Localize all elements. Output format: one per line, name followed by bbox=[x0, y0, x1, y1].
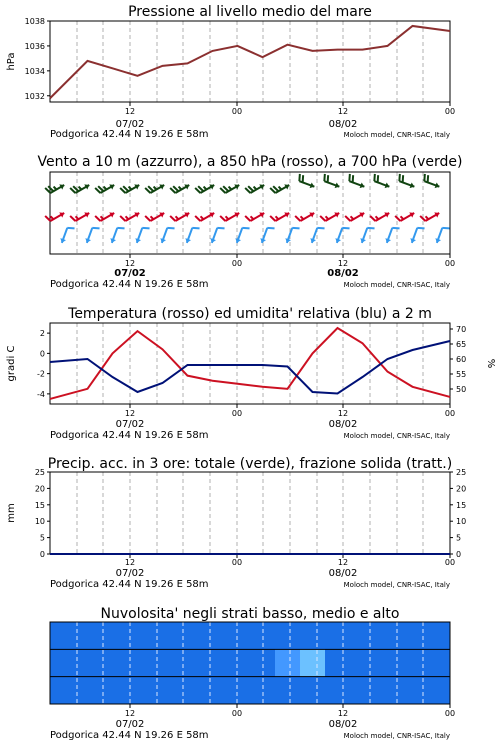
y-tick-label-right: 50 bbox=[456, 385, 467, 394]
barb-feather bbox=[145, 216, 150, 221]
cloud-cell bbox=[125, 622, 151, 650]
panel-precipitation bbox=[6, 456, 466, 590]
y-tick-label-right: 60 bbox=[456, 355, 467, 364]
barb-feather bbox=[192, 228, 199, 229]
y-tick-label-right: 5 bbox=[456, 533, 462, 543]
wind-barb bbox=[120, 184, 139, 193]
barb-feather bbox=[392, 228, 399, 229]
panel-cloud bbox=[50, 622, 451, 705]
cloud-cell bbox=[225, 622, 251, 650]
barb-feather bbox=[217, 228, 224, 229]
cloud-cell bbox=[50, 677, 76, 705]
barb-feather bbox=[245, 216, 250, 221]
date-label: 08/02 bbox=[328, 719, 358, 730]
barb-feather bbox=[395, 216, 400, 221]
wind-barb bbox=[245, 212, 264, 221]
y-tick-label-right: 20 bbox=[456, 484, 467, 494]
wind-barb bbox=[370, 212, 389, 221]
cloud-cell bbox=[425, 649, 451, 677]
time-tick-label: 00 bbox=[444, 259, 456, 268]
plot-frame bbox=[50, 472, 450, 554]
wind-barb bbox=[324, 174, 339, 188]
time-tick-label: 12 bbox=[124, 558, 136, 567]
barb-half-feather bbox=[204, 187, 207, 190]
wind-barb bbox=[210, 228, 224, 243]
wind-barb bbox=[170, 184, 189, 193]
y-tick-label: 2 bbox=[39, 329, 45, 339]
time-tick-label: 12 bbox=[337, 409, 349, 418]
y-axis-label-right: % bbox=[485, 358, 496, 369]
wind-barb bbox=[295, 212, 314, 221]
barb-feather bbox=[342, 228, 349, 229]
wind-barb bbox=[110, 228, 124, 243]
cloud-cell bbox=[275, 622, 301, 650]
y-tick-label: 5 bbox=[39, 533, 45, 543]
date-label: 07/02 bbox=[115, 568, 145, 579]
model-credit: Moloch model, CNR-ISAC, Italy bbox=[343, 131, 450, 139]
barb-feather bbox=[370, 216, 375, 221]
time-tick-label: 00 bbox=[231, 409, 243, 418]
wind-barb bbox=[220, 212, 239, 221]
y-tick-label-right: 10 bbox=[456, 517, 467, 527]
cloud-cell bbox=[325, 677, 351, 705]
cloud-cell bbox=[325, 622, 351, 650]
wind-barb bbox=[320, 212, 339, 221]
y-tick-label-right: 0 bbox=[456, 550, 462, 559]
wind-barb bbox=[345, 212, 364, 221]
wind-barb bbox=[220, 184, 239, 193]
barb-half-feather bbox=[79, 187, 82, 190]
cloud-cell bbox=[275, 649, 301, 677]
barb-feather bbox=[270, 216, 275, 221]
barb-half-feather bbox=[176, 216, 179, 219]
barb-feather bbox=[320, 216, 325, 221]
time-tick-label: 00 bbox=[444, 107, 456, 116]
wind-barb bbox=[185, 228, 199, 243]
barb-feather bbox=[374, 174, 375, 181]
time-tick-label: 12 bbox=[337, 558, 349, 567]
panel-title: Pressione al livello medio del mare bbox=[128, 4, 372, 20]
model-credit: Moloch model, CNR-ISAC, Italy bbox=[343, 581, 450, 589]
y-tick-label: 20 bbox=[34, 484, 45, 494]
barb-feather bbox=[378, 175, 379, 182]
wind-barb bbox=[45, 184, 64, 193]
barb-feather bbox=[142, 228, 149, 229]
y-tick-label: 0 bbox=[39, 550, 45, 559]
y-tick-label: 1038 bbox=[24, 17, 45, 26]
wind-barb bbox=[95, 184, 114, 193]
wind-barb bbox=[399, 174, 414, 188]
time-tick-label: 00 bbox=[231, 709, 243, 718]
time-tick-label: 12 bbox=[337, 709, 349, 718]
y-tick-label: -4 bbox=[37, 389, 45, 399]
date-label: 07/02 bbox=[115, 119, 145, 130]
y-tick-label: 1034 bbox=[24, 66, 45, 76]
barb-feather bbox=[417, 228, 424, 229]
date-label: 07/02 bbox=[115, 419, 145, 430]
date-label: 08/02 bbox=[328, 119, 358, 130]
plot-frame bbox=[50, 323, 450, 404]
cloud-cell bbox=[200, 677, 226, 705]
wind-barb bbox=[195, 184, 214, 193]
barb-half-feather bbox=[126, 216, 129, 219]
cloud-cell bbox=[100, 649, 126, 677]
barb-half-feather bbox=[276, 216, 279, 219]
cloud-cell bbox=[225, 677, 251, 705]
cloud-cell bbox=[400, 622, 426, 650]
barb-half-feather bbox=[251, 216, 254, 219]
barb-half-feather bbox=[179, 187, 182, 190]
cloud-cell bbox=[300, 677, 326, 705]
barb-half-feather bbox=[104, 187, 107, 190]
cloud-cell bbox=[175, 677, 201, 705]
wind-barb bbox=[335, 228, 349, 243]
y-tick-label: 15 bbox=[34, 500, 45, 510]
barb-half-feather bbox=[229, 187, 232, 190]
cloud-cell bbox=[75, 622, 101, 650]
time-tick-label: 00 bbox=[231, 259, 243, 268]
wind-barb bbox=[395, 212, 414, 221]
y-axis-label: hPa bbox=[6, 52, 17, 71]
barb-half-feather bbox=[154, 187, 157, 190]
pressure-line bbox=[50, 26, 450, 98]
time-tick-label: 12 bbox=[124, 107, 136, 116]
barb-feather bbox=[442, 228, 449, 229]
location-label: Podgorica 42.44 N 19.26 E 58m bbox=[50, 730, 209, 741]
location-label: Podgorica 42.44 N 19.26 E 58m bbox=[50, 129, 209, 140]
location-label: Podgorica 42.44 N 19.26 E 58m bbox=[50, 579, 209, 590]
time-tick-label: 12 bbox=[337, 259, 349, 268]
wind-barb bbox=[170, 212, 189, 221]
wind-barb bbox=[145, 184, 164, 193]
barb-feather bbox=[167, 228, 174, 229]
wind-barb bbox=[70, 212, 89, 221]
y-tick-label-right: 55 bbox=[456, 370, 467, 379]
cloud-cell bbox=[150, 649, 176, 677]
barb-half-feather bbox=[376, 216, 379, 219]
barb-feather bbox=[324, 174, 325, 181]
cloud-cell bbox=[125, 677, 151, 705]
cloud-cell bbox=[150, 622, 176, 650]
model-credit: Moloch model, CNR-ISAC, Italy bbox=[343, 281, 450, 289]
cloud-cell bbox=[150, 677, 176, 705]
cloud-cell bbox=[200, 649, 226, 677]
wind-barb bbox=[145, 212, 164, 221]
wind-barb bbox=[424, 174, 439, 188]
barb-half-feather bbox=[279, 187, 282, 190]
wind-barb bbox=[270, 212, 289, 221]
cloud-cell bbox=[100, 622, 126, 650]
wind-barb bbox=[135, 228, 149, 243]
date-label: 08/02 bbox=[327, 268, 359, 279]
barb-feather bbox=[345, 216, 350, 221]
cloud-cell bbox=[75, 649, 101, 677]
date-label: 07/02 bbox=[115, 719, 145, 730]
barb-feather bbox=[349, 174, 350, 181]
barb-feather bbox=[220, 216, 225, 221]
wind-barb bbox=[360, 228, 374, 243]
cloud-cell bbox=[400, 649, 426, 677]
barb-half-feather bbox=[226, 216, 229, 219]
wind-barb bbox=[285, 228, 299, 243]
location-label: Podgorica 42.44 N 19.26 E 58m bbox=[50, 430, 209, 441]
cloud-cell bbox=[125, 649, 151, 677]
wind-barb bbox=[85, 228, 99, 243]
cloud-cell bbox=[275, 677, 301, 705]
panel-title: Temperatura (rosso) ed umidita' relativa (blu) a 2 m bbox=[68, 306, 432, 322]
barb-half-feather bbox=[326, 216, 329, 219]
y-axis-label-left: gradi C bbox=[6, 345, 17, 382]
cloud-cell bbox=[350, 677, 376, 705]
barb-feather bbox=[117, 228, 124, 229]
date-label: 07/02 bbox=[114, 268, 146, 279]
cloud-cell bbox=[50, 622, 76, 650]
time-tick-label: 00 bbox=[444, 558, 456, 567]
time-tick-label: 00 bbox=[444, 709, 456, 718]
wind-barb bbox=[60, 228, 74, 243]
barb-feather bbox=[367, 228, 374, 229]
wind-barb bbox=[299, 174, 314, 188]
cloud-cell bbox=[100, 677, 126, 705]
y-tick-label: 1032 bbox=[24, 91, 45, 101]
cloud-cell bbox=[300, 649, 326, 677]
cloud-cell bbox=[175, 649, 201, 677]
time-tick-label: 12 bbox=[124, 709, 136, 718]
barb-half-feather bbox=[201, 216, 204, 219]
temperature-line bbox=[50, 328, 450, 399]
time-tick-label: 12 bbox=[337, 107, 349, 116]
barb-feather bbox=[195, 216, 200, 221]
barb-feather bbox=[92, 228, 99, 229]
barb-half-feather bbox=[301, 216, 304, 219]
barb-feather bbox=[242, 228, 249, 229]
y-tick-label: 25 bbox=[34, 468, 45, 477]
wind-barb bbox=[410, 228, 424, 243]
date-label: 08/02 bbox=[328, 568, 358, 579]
wind-barb bbox=[245, 184, 264, 193]
panel-title: Precip. acc. in 3 ore: totale (verde), frazione solida (tratt.) bbox=[47, 456, 453, 472]
wind-barb bbox=[435, 228, 449, 243]
barb-feather bbox=[424, 174, 425, 181]
model-credit: Moloch model, CNR-ISAC, Italy bbox=[343, 732, 450, 740]
barb-feather bbox=[120, 216, 125, 221]
cloud-cell bbox=[50, 649, 76, 677]
barb-half-feather bbox=[129, 187, 132, 190]
y-tick-label-right: 65 bbox=[456, 340, 467, 349]
wind-barb bbox=[45, 212, 64, 221]
wind-barb bbox=[349, 174, 364, 188]
barb-feather bbox=[295, 216, 300, 221]
barb-half-feather bbox=[426, 216, 429, 219]
cloud-cell bbox=[425, 677, 451, 705]
barb-feather bbox=[267, 228, 274, 229]
wind-barb bbox=[160, 228, 174, 243]
barb-feather bbox=[328, 175, 329, 182]
y-tick-label-right: 70 bbox=[456, 325, 467, 334]
barb-feather bbox=[403, 175, 404, 182]
barb-half-feather bbox=[76, 216, 79, 219]
barb-half-feather bbox=[151, 216, 154, 219]
cloud-cell bbox=[75, 677, 101, 705]
time-tick-label: 00 bbox=[444, 409, 456, 418]
date-label: 08/02 bbox=[328, 419, 358, 430]
wind-barb bbox=[70, 184, 89, 193]
panel-title: Nuvolosita' negli strati basso, medio e alto bbox=[100, 606, 400, 622]
cloud-cell bbox=[200, 622, 226, 650]
barb-half-feather bbox=[401, 216, 404, 219]
barb-feather bbox=[353, 175, 354, 182]
wind-barb bbox=[195, 212, 214, 221]
location-label: Podgorica 42.44 N 19.26 E 58m bbox=[50, 279, 209, 290]
wind-barb bbox=[95, 212, 114, 221]
time-tick-label: 00 bbox=[231, 558, 243, 567]
barb-feather bbox=[70, 216, 75, 221]
barb-half-feather bbox=[54, 187, 57, 190]
barb-feather bbox=[428, 175, 429, 182]
y-tick-label: 0 bbox=[39, 349, 45, 359]
wind-barb bbox=[374, 174, 389, 188]
barb-feather bbox=[303, 175, 304, 182]
barb-feather bbox=[95, 216, 100, 221]
panel-pressure bbox=[6, 4, 455, 140]
barb-feather bbox=[299, 174, 300, 181]
cloud-cell bbox=[225, 649, 251, 677]
barb-half-feather bbox=[254, 187, 257, 190]
barb-feather bbox=[170, 216, 175, 221]
panel-title: Vento a 10 m (azzurro), a 850 hPa (rosso), a 700 hPa (verde) bbox=[37, 154, 463, 170]
cloud-cell bbox=[325, 649, 351, 677]
cloud-cell bbox=[350, 649, 376, 677]
cloud-cell bbox=[300, 622, 326, 650]
panel-wind bbox=[37, 154, 462, 290]
y-tick-label: 1036 bbox=[24, 41, 45, 51]
panel-temp-humidity bbox=[6, 306, 496, 441]
model-credit: Moloch model, CNR-ISAC, Italy bbox=[343, 432, 450, 440]
barb-feather bbox=[317, 228, 324, 229]
barb-feather bbox=[67, 228, 74, 229]
wind-barb bbox=[260, 228, 274, 243]
cloud-cell bbox=[425, 622, 451, 650]
y-tick-label-right: 15 bbox=[456, 500, 467, 510]
plot-frame bbox=[50, 21, 450, 102]
y-tick-label: 10 bbox=[34, 517, 45, 527]
cloud-cell bbox=[400, 677, 426, 705]
time-tick-label: 00 bbox=[231, 107, 243, 116]
barb-half-feather bbox=[351, 216, 354, 219]
barb-half-feather bbox=[51, 216, 54, 219]
y-tick-label: -2 bbox=[37, 369, 45, 379]
time-tick-label: 12 bbox=[124, 259, 136, 268]
time-tick-label: 12 bbox=[124, 409, 136, 418]
y-tick-label-right: 25 bbox=[456, 468, 467, 477]
y-axis-label: mm bbox=[6, 503, 17, 523]
barb-feather bbox=[292, 228, 299, 229]
cloud-cell bbox=[350, 622, 376, 650]
wind-barb bbox=[270, 184, 289, 193]
barb-feather bbox=[399, 174, 400, 181]
cloud-cell bbox=[175, 622, 201, 650]
